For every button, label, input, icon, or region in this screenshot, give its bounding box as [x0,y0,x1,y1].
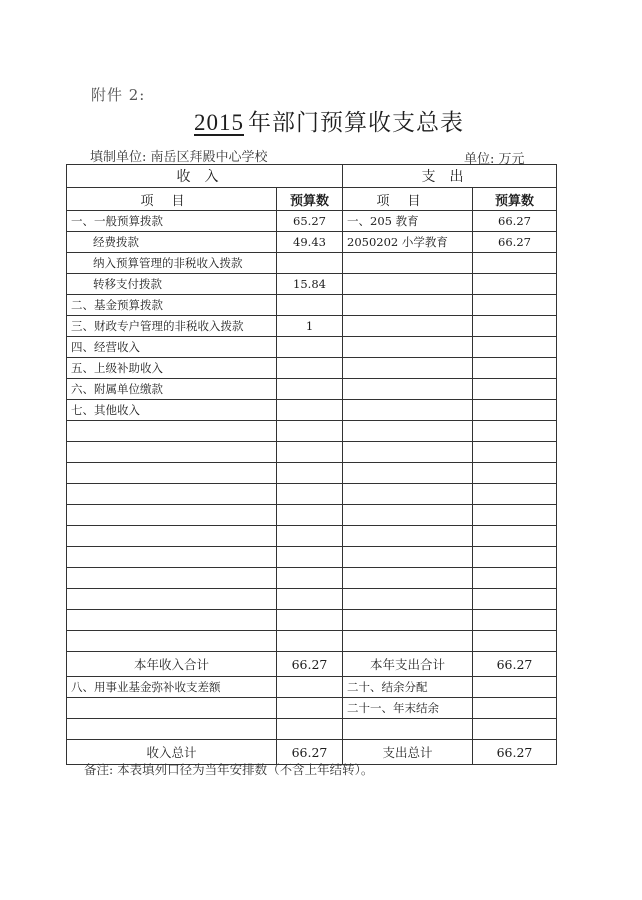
table-column-header [67,188,557,211]
empty-row [67,610,557,631]
income-value: 1 [277,316,343,337]
empty-row [67,442,557,463]
table-row [67,698,557,719]
income-value: 15.84 [277,274,343,295]
income-value [277,337,343,358]
income-value [277,379,343,400]
expense-budget-header: 预算数 [473,188,557,211]
expense-value: 66.27 [473,232,557,253]
year-expense-total-label: 本年支出合计 [343,652,473,677]
expense-item [343,379,473,400]
surplus-label: 二十、结余分配 [343,677,473,698]
income-item: 三、财政专户管理的非税收入拨款 [67,316,277,337]
expense-value [473,253,557,274]
table-row [67,677,557,698]
income-item: 四、经营收入 [67,337,277,358]
table-row [67,274,557,295]
fund-row-label: 八、用事业基金弥补收支差额 [67,677,277,698]
income-item: 一、一般预算拨款 [67,211,277,232]
empty-row [67,589,557,610]
table-row [67,379,557,400]
empty-row [67,484,557,505]
income-budget-header: 预算数 [277,188,343,211]
expense-item-header: 项目 [343,188,473,211]
empty-row [67,631,557,652]
table-row [67,295,557,316]
expense-item [343,337,473,358]
income-total: 66.27 [277,740,343,765]
expense-item [343,253,473,274]
income-item: 七、其他收入 [67,400,277,421]
expense-total-label: 支出总计 [343,740,473,765]
income-item: 经费拨款 [67,232,277,253]
title-year: 2015 [194,110,244,135]
year-income-total-label: 本年收入合计 [67,652,277,677]
empty-row [67,505,557,526]
income-value: 65.27 [277,211,343,232]
footnote: 备注: 本表填列口径为当年安排数（不含上年结转）。 [84,762,374,777]
expense-item [343,358,473,379]
expense-value [473,295,557,316]
expense-item [343,400,473,421]
expense-value [473,379,557,400]
income-item: 纳入预算管理的非税收入拨款 [67,253,277,274]
empty-row [67,719,557,740]
income-value [277,400,343,421]
expense-value [473,358,557,379]
table-row [67,253,557,274]
income-item: 六、附属单位缴款 [67,379,277,400]
income-value [277,253,343,274]
table-row [67,400,557,421]
income-item: 二、基金预算拨款 [67,295,277,316]
page-title [190,104,464,137]
expense-item [343,316,473,337]
empty-row [67,463,557,484]
expense-total: 66.27 [473,740,557,765]
expense-value [473,400,557,421]
table-row [67,211,557,232]
year-expense-total: 66.27 [473,652,557,677]
table-row [67,358,557,379]
income-total-label: 收入总计 [67,740,277,765]
year-total-row [67,652,557,677]
expense-value [473,316,557,337]
expense-header: 支出 [343,165,557,188]
income-value [277,295,343,316]
income-item: 五、上级补助收入 [67,358,277,379]
expense-value [473,337,557,358]
expense-item: 2050202 小学教育 [343,232,473,253]
expense-value: 66.27 [473,211,557,232]
empty-row [67,421,557,442]
attachment-label: 附件 2: [91,86,146,104]
expense-value [473,274,557,295]
year-income-total: 66.27 [277,652,343,677]
income-item-header: 项目 [67,188,277,211]
budget-table [66,164,557,765]
expense-item [343,274,473,295]
year-end-label: 二十一、年末结余 [343,698,473,719]
table-section-header [67,165,557,188]
currency-unit: 单位: 万元 [464,152,525,167]
expense-item: 一、205 教育 [343,211,473,232]
income-value [277,358,343,379]
title-text: 年部门预算收支总表 [248,110,464,136]
table-row [67,316,557,337]
table-row [67,232,557,253]
empty-row [67,568,557,589]
expense-item [343,295,473,316]
compiling-unit: 填制单位: 南岳区拜殿中心学校 [90,150,268,165]
empty-row [67,547,557,568]
empty-row [67,526,557,547]
income-item: 转移支付拨款 [67,274,277,295]
income-value: 49.43 [277,232,343,253]
income-header: 收入 [67,165,343,188]
table-row [67,337,557,358]
